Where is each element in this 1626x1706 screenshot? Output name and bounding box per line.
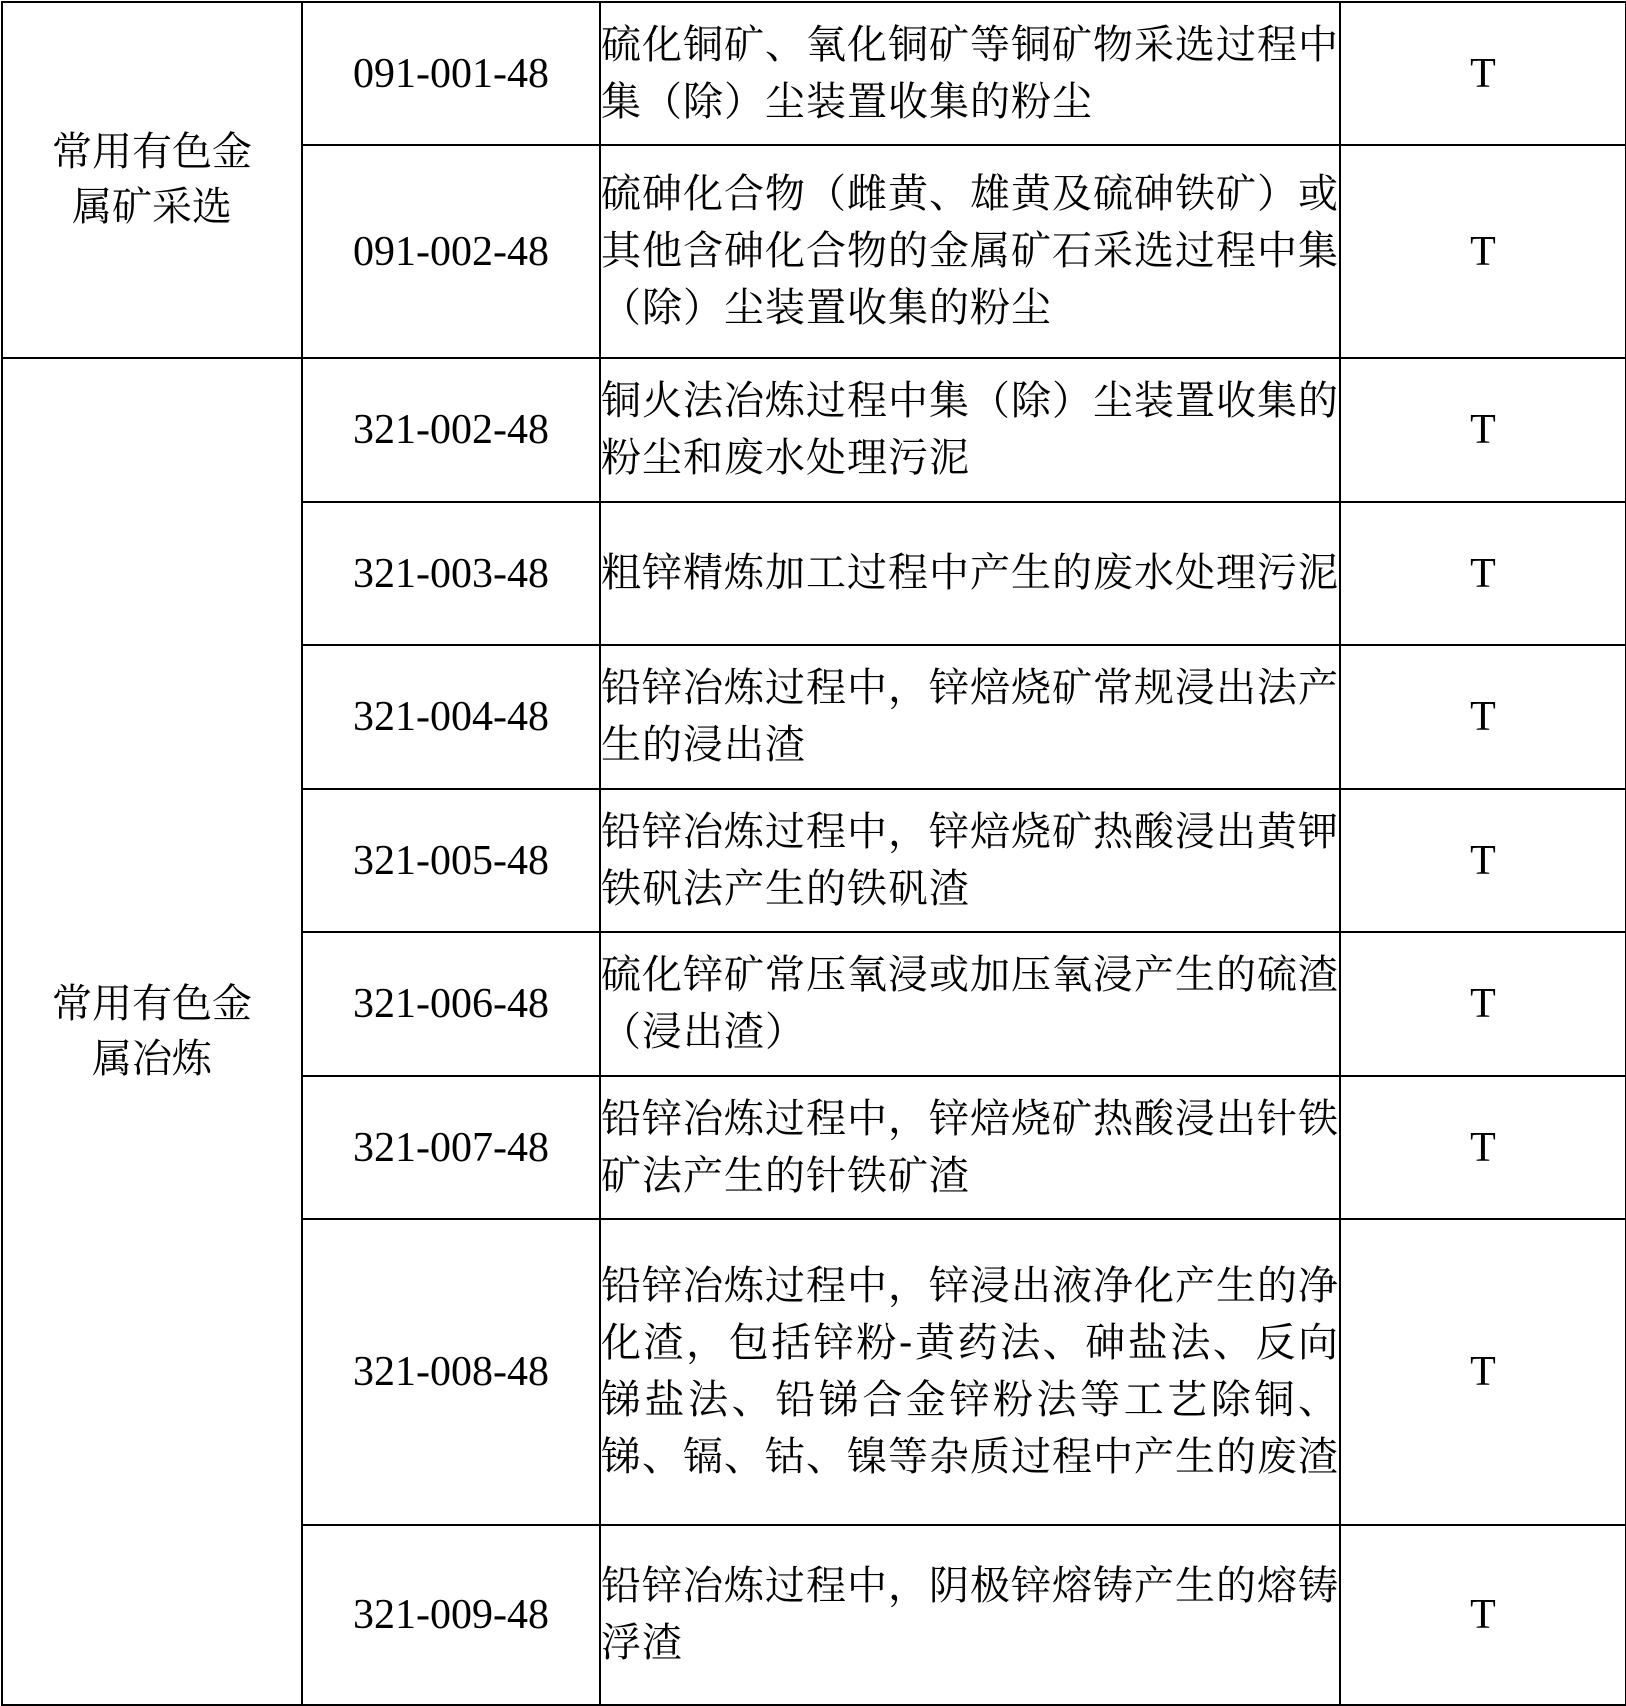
waste-code: 321-009-48 (302, 1525, 600, 1705)
waste-description: 铅锌冶炼过程中，锌焙烧矿热酸浸出针铁矿法产生的针铁矿渣 (601, 1095, 1339, 1199)
waste-code: 321-005-48 (302, 789, 600, 932)
waste-code: 321-007-48 (302, 1076, 600, 1219)
industry-cell (2, 2, 302, 358)
waste-description-cell (600, 2, 1340, 145)
hazardous-waste-table (1, 1, 1626, 1706)
waste-description-cell (600, 789, 1340, 932)
waste-code: 321-003-48 (302, 502, 600, 645)
table-row (2, 358, 1626, 502)
hazard-characteristic: T (1340, 2, 1626, 145)
waste-description: 铜火法冶炼过程中集（除）尘装置收集的粉尘和废水处理污泥 (601, 378, 1339, 481)
waste-description: 铅锌冶炼过程中，锌焙烧矿热酸浸出黄钾铁矾法产生的铁矾渣 (601, 808, 1339, 912)
hazard-characteristic: T (1340, 932, 1626, 1076)
waste-description-cell (600, 502, 1340, 645)
waste-description: 硫化铜矿、氧化铜矿等铜矿物采选过程中集（除）尘装置收集的粉尘 (601, 21, 1339, 125)
hazard-characteristic: T (1340, 1525, 1626, 1705)
hazard-characteristic: T (1340, 358, 1626, 502)
hazard-characteristic: T (1340, 1076, 1626, 1219)
waste-description-cell (600, 1219, 1340, 1525)
waste-description: 铅锌冶炼过程中，锌浸出液净化产生的净化渣，包括锌粉-黄药法、砷盐法、反向锑盐法、铅锑合金锌粉法等工艺除铜、锑、镉、钴、镍等杂质过程中产生的废渣 (601, 1263, 1339, 1480)
table-row (2, 2, 1626, 145)
waste-description-cell (600, 358, 1340, 502)
waste-description: 铅锌冶炼过程中，锌焙烧矿常规浸出法产生的浸出渣 (601, 665, 1339, 768)
waste-code: 321-006-48 (302, 932, 600, 1076)
hazard-characteristic: T (1340, 789, 1626, 932)
industry-label: 常用有色金属冶炼 (52, 980, 252, 1082)
industry-label: 常用有色金属矿采选 (52, 129, 252, 230)
waste-description: 粗锌精炼加工过程中产生的废水处理污泥 (601, 550, 1339, 596)
waste-code: 091-001-48 (302, 2, 600, 145)
hazard-characteristic: T (1340, 145, 1626, 358)
waste-description-cell (600, 932, 1340, 1076)
waste-description: 铅锌冶炼过程中，阴极锌熔铸产生的熔铸浮渣 (601, 1563, 1339, 1666)
waste-description-cell (600, 645, 1340, 789)
hazard-characteristic: T (1340, 645, 1626, 789)
waste-code: 321-004-48 (302, 645, 600, 789)
waste-description-cell (600, 1076, 1340, 1219)
waste-code: 321-008-48 (302, 1219, 600, 1525)
waste-description-cell (600, 1525, 1340, 1705)
waste-description: 硫化锌矿常压氧浸或加压氧浸产生的硫渣（浸出渣） (601, 952, 1339, 1055)
waste-description: 硫砷化合物（雌黄、雄黄及硫砷铁矿）或其他含砷化合物的金属矿石采选过程中集（除）尘装置收集的粉尘 (601, 171, 1339, 331)
hazard-characteristic: T (1340, 502, 1626, 645)
hazard-characteristic: T (1340, 1219, 1626, 1525)
waste-description-cell (600, 145, 1340, 358)
waste-code: 091-002-48 (302, 145, 600, 358)
industry-cell (2, 358, 302, 1705)
waste-code: 321-002-48 (302, 358, 600, 502)
